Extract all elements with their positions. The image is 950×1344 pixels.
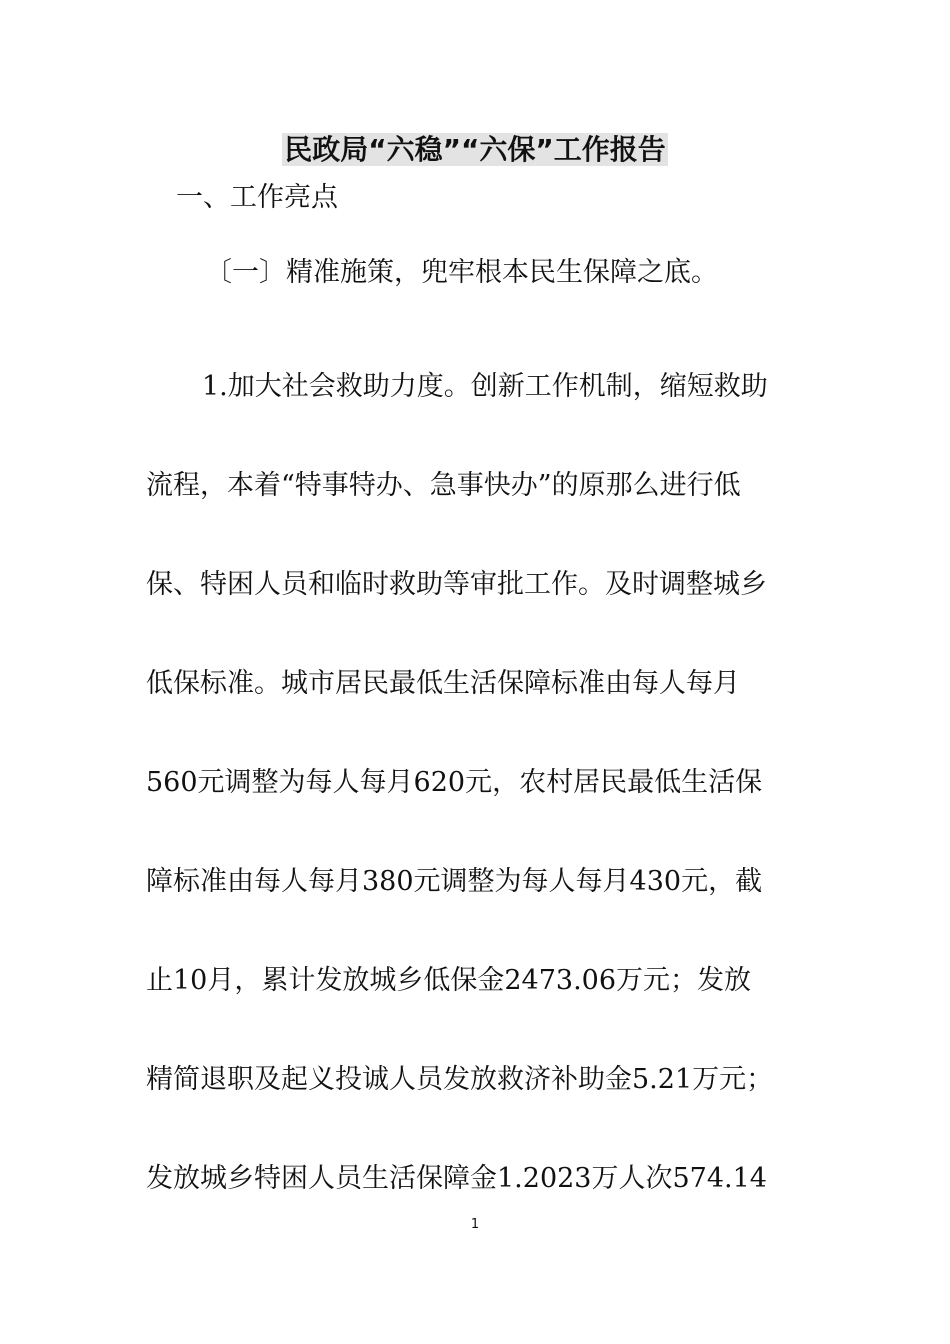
section-heading: 一、工作亮点 <box>176 182 338 213</box>
paragraph-line: 低保标准。城市居民最低生活保障标准由每人每月 <box>146 668 740 699</box>
body-paragraph <box>146 337 836 1228</box>
subsection-heading: 〔一〕精准施策，兜牢根本民生保障之底。 <box>205 257 718 288</box>
paragraph-line: 精简退职及起义投诚人员发放救济补助金5.21万元； <box>146 1064 774 1095</box>
paragraph-line: 保、特困人员和临时救助等审批工作。及时调整城乡 <box>146 569 767 600</box>
paragraph-line: 障标准由每人每月380元调整为每人每月430元，截 <box>146 866 763 897</box>
document-title: 民政局“六稳”“六保”工作报告 <box>284 133 666 166</box>
paragraph-line: 止10月，累计发放城乡低保金2473.06万元；发放 <box>146 965 752 996</box>
document-title-row <box>0 130 950 170</box>
paragraph-line: 560元调整为每人每月620元，农村居民最低生活保 <box>146 767 763 798</box>
page-number: 1 <box>470 1217 480 1232</box>
paragraph-line: 发放城乡特困人员生活保障金1.2023万人次574.14 <box>146 1163 767 1194</box>
paragraph-line: 流程，本着“特事特办、急事快办”的原那么进行低 <box>146 470 741 501</box>
paragraph-line: 1.加大社会救助力度。创新工作机制，缩短救助 <box>202 371 768 402</box>
